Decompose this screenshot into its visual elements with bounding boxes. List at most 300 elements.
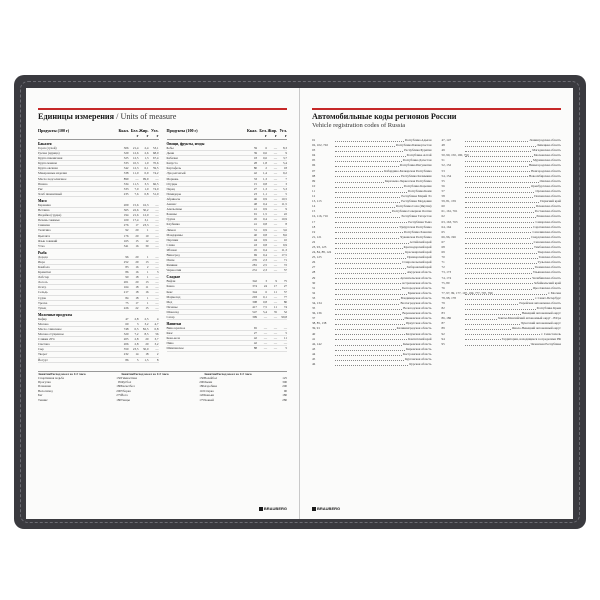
region-name: Республика Коми: [407, 188, 432, 193]
page-title: Автомобильные коды регионов России: [312, 112, 457, 121]
activity-kcal: 120: [199, 393, 204, 398]
dot-leader: [335, 194, 400, 198]
dot-leader: [335, 306, 402, 310]
food-name: Цыплята: [38, 233, 51, 238]
food-value: 2: [156, 352, 159, 357]
food-value: 7,0: [134, 186, 139, 191]
region-name: Забайкальский край: [533, 280, 561, 285]
dot-leader: [335, 347, 405, 351]
food-value: 16: [135, 270, 139, 275]
region-name: Республика Адыгея: [404, 138, 432, 142]
food-value: 47: [125, 316, 129, 321]
dot-leader: [335, 301, 399, 305]
nutrition-column-b: [167, 128, 288, 363]
food-name: Крупа пшеничная: [38, 156, 63, 161]
food-value: 67,4: [152, 156, 159, 161]
food-value: 13: [145, 280, 149, 285]
food-value: 41: [253, 222, 257, 227]
dot-leader: [465, 321, 520, 325]
food-value: 42: [253, 171, 257, 176]
food-value: 1: [146, 228, 149, 233]
title-text: Единицы измерения: [38, 112, 115, 121]
food-value: —: [155, 218, 159, 223]
food-value: 22: [283, 212, 287, 217]
region-name: Белгородская область: [402, 285, 432, 290]
food-value: 56: [155, 332, 159, 337]
activity-kcal: 150: [116, 375, 121, 380]
food-value: 2,8: [134, 337, 139, 342]
food-value: 7: [285, 176, 287, 181]
region-name: Тульская область: [537, 260, 561, 265]
header-kcal: Ккал.: [247, 128, 258, 133]
food-value: 333: [123, 161, 129, 166]
food-name: Бананы: [166, 212, 177, 217]
food-row: [167, 315, 288, 320]
food-value: 96: [125, 254, 129, 259]
region-code: 16, 116, 716: [312, 214, 328, 219]
food-value: 18: [135, 275, 139, 280]
region-code: 48: [441, 143, 445, 148]
food-value: 8: [285, 222, 287, 227]
region-code: 23, 93, 123: [312, 244, 327, 249]
header-fat: Жир. г: [267, 128, 277, 138]
food-value: 11: [145, 285, 149, 290]
region-name: Республика Ингушетия: [399, 163, 432, 168]
food-name: Йогурт: [38, 357, 48, 362]
food-value: 10: [283, 237, 287, 242]
activity-header-kcal: Расход ккал за 1/2 часа: [50, 371, 86, 376]
food-value: 40: [253, 232, 257, 237]
food-name: Ананас: [166, 202, 177, 207]
food-value: 11: [273, 289, 277, 294]
food-value: 164: [123, 285, 129, 290]
food-value: 0,4: [263, 217, 267, 222]
region-name: Тамбовская область: [534, 244, 561, 249]
food-value: 17,5: [281, 252, 287, 257]
region-name: Сахалинская область: [532, 229, 561, 234]
food-name: Персики: [166, 237, 179, 242]
food-value: 18: [135, 290, 139, 295]
activity-kcal: 280: [282, 397, 287, 402]
food-value: 10,9: [281, 217, 287, 222]
food-name: Морковь: [166, 176, 179, 181]
food-value: —: [273, 151, 277, 156]
activity-header-name: Занятие: [38, 371, 51, 376]
food-name: Мармелад: [166, 294, 181, 299]
food-name: Шампанское: [166, 346, 184, 351]
food-value: 308: [252, 299, 257, 304]
activity-kcal: 180: [199, 384, 204, 389]
food-name: Вафли: [166, 279, 176, 284]
food-name: Макаронные изделия: [38, 171, 67, 176]
region-name: Магаданская область: [532, 148, 561, 153]
food-value: 16: [135, 264, 139, 269]
food-name: Сельдь: [38, 290, 48, 295]
food-value: —: [155, 243, 159, 248]
region-code: 26: [312, 260, 316, 265]
food-value: —: [155, 300, 159, 305]
region-name: Приморский край: [407, 255, 432, 260]
food-value: 74,0: [152, 186, 159, 191]
dot-leader: [335, 265, 406, 269]
food-name: Хлеб пшеничный: [38, 191, 62, 196]
region-code: 56: [441, 183, 445, 188]
region-code: 74, 174: [441, 275, 452, 280]
food-value: 6,1: [144, 166, 149, 171]
food-value: —: [273, 232, 277, 237]
region-code: 73, 173: [441, 270, 452, 275]
food-value: 4: [156, 316, 159, 321]
food-name: Лосось: [38, 280, 48, 285]
food-group-title: Сладкое: [166, 275, 181, 280]
region-code: 61, 161, 761: [441, 209, 458, 214]
dot-leader: [465, 296, 535, 300]
region-code: 45: [312, 357, 316, 362]
dot-leader: [335, 311, 401, 315]
food-value: —: [273, 258, 277, 263]
food-value: 20: [135, 254, 139, 259]
food-value: 365: [123, 208, 129, 213]
food-value: 99,9: [142, 176, 149, 181]
food-value: 59: [253, 146, 257, 150]
dot-leader: [465, 301, 519, 305]
food-value: —: [155, 202, 159, 207]
food-value: 20: [145, 342, 149, 347]
dot-leader: [465, 225, 533, 229]
food-value: 11,0: [133, 171, 139, 176]
food-value: —: [273, 242, 277, 247]
region-name: Республика Татарстан: [401, 214, 432, 219]
food-value: 194: [123, 213, 129, 218]
food-value: —: [273, 247, 277, 252]
region-code: 72: [441, 265, 445, 270]
food-value: 17: [273, 284, 277, 289]
region-name: Костромская область: [402, 351, 432, 356]
food-value: 86: [125, 357, 129, 362]
food-value: 1,5: [144, 357, 149, 362]
food-value: —: [273, 207, 277, 212]
activity-name: Бег: [38, 393, 43, 398]
region-name: Кабардино-Балкарская Республика: [384, 168, 432, 173]
food-value: 92: [125, 228, 129, 233]
region-name: Орловская область: [535, 188, 561, 193]
activity-name: Теннис: [38, 397, 48, 402]
food-value: 30: [145, 243, 149, 248]
dot-leader: [335, 230, 403, 234]
region-name: Алтайский край: [409, 239, 432, 244]
region-code: 68: [441, 244, 445, 249]
food-value: 20: [135, 233, 139, 238]
region-code: 02, 102, 702: [312, 143, 328, 148]
food-value: 48: [253, 202, 257, 207]
region-code: 11: [312, 188, 316, 193]
food-name: Дорада: [38, 254, 48, 259]
region-name: Свердловская область: [531, 234, 561, 239]
food-value: 9: [285, 207, 287, 212]
food-value: 344: [252, 289, 257, 294]
food-value: —: [155, 280, 159, 285]
region-name: Новгородская область: [531, 168, 561, 173]
dot-leader: [465, 270, 532, 274]
food-value: 3: [136, 321, 139, 326]
food-value: 3,7: [283, 156, 287, 161]
region-name: Республика Башкортостан: [395, 143, 432, 148]
food-name: Горох (сухой): [38, 146, 57, 150]
dot-leader: [335, 316, 404, 320]
food-value: 77: [283, 294, 287, 299]
activity-column: [204, 372, 287, 402]
region-name: Псковская область: [535, 204, 561, 209]
dot-leader: [335, 153, 406, 157]
food-value: 30,0: [142, 347, 149, 352]
activity-name: Стирка: [204, 388, 214, 393]
food-value: 3,1: [144, 218, 149, 223]
region-code: 19: [312, 229, 316, 234]
food-value: 10: [145, 233, 149, 238]
header-protein: Бел. г: [259, 128, 267, 138]
food-name: Масло сливочное: [38, 327, 62, 331]
region-code: 43: [312, 346, 316, 351]
region-name: Ставропольский край: [402, 260, 432, 265]
dot-leader: [465, 306, 536, 310]
region-name: г. Москва: [548, 290, 561, 295]
region-code: 32: [312, 290, 316, 295]
region-name: Воронежская область: [402, 311, 432, 316]
food-value: 2: [265, 166, 267, 171]
food-value: —: [273, 299, 277, 304]
region-name: Владимирская область: [400, 295, 432, 300]
dot-leader: [335, 281, 401, 285]
region-name: Республика Саха (Якутия): [395, 204, 432, 209]
food-value: 5: [285, 191, 287, 196]
food-value: 5,4: [283, 161, 287, 166]
food-value: 2,3: [263, 258, 267, 263]
food-value: 342: [252, 279, 257, 284]
region-code: 44: [312, 351, 316, 356]
activity-kcal: 95: [117, 380, 121, 385]
food-value: 748: [123, 327, 129, 331]
food-value: 46: [253, 196, 257, 201]
region-code: 70: [441, 255, 445, 260]
food-value: 1: [146, 270, 149, 275]
activity-name: Плавание: [38, 384, 52, 389]
region-name: Карачаево-Черкесская Республика: [384, 178, 432, 183]
food-value: 5,4: [263, 309, 267, 314]
food-value: —: [155, 275, 159, 280]
region-code: 49: [441, 148, 445, 153]
food-value: 8,5: [144, 332, 149, 337]
food-value: 16: [145, 290, 149, 295]
dot-leader: [335, 357, 404, 361]
region-name: Ростовская область: [534, 209, 561, 214]
region-name: Московская область: [533, 153, 561, 158]
food-value: 80: [253, 166, 257, 171]
food-value: 33: [253, 176, 257, 181]
dot-leader: [465, 204, 535, 208]
food-name: Мед: [166, 299, 173, 304]
food-value: 71: [283, 258, 287, 263]
food-value: —: [273, 161, 277, 166]
food-value: —: [273, 326, 277, 331]
region-name: Республика Алтай: [406, 153, 432, 158]
region-code: 18: [312, 224, 316, 229]
food-group-title: Овощи, фрукты, ягоды: [166, 142, 205, 146]
food-value: 75: [283, 279, 287, 284]
food-value: 0,8: [263, 181, 267, 186]
food-name: Утка: [38, 243, 45, 248]
dot-leader: [465, 169, 531, 173]
region-name: Ярославская область: [532, 285, 561, 290]
food-name: Картофель: [166, 166, 182, 171]
food-value: —: [155, 295, 159, 300]
food-name: Финики: [166, 263, 178, 268]
region-name: Республика Крым: [536, 306, 561, 311]
header-kcal: Ккал.: [118, 128, 129, 133]
activity-kcal: 90: [283, 388, 287, 393]
food-row: [38, 358, 159, 363]
activity-name: Уборка: [121, 388, 131, 393]
food-value: 44: [253, 237, 257, 242]
food-value: —: [155, 264, 159, 269]
dot-leader: [465, 199, 540, 203]
region-name: Краснодарский край: [403, 244, 432, 249]
food-value: 325: [123, 156, 129, 161]
activity-column: [38, 372, 121, 402]
region-code: 39, 91: [312, 326, 320, 331]
food-value: 3,6: [283, 227, 287, 232]
food-value: 15: [253, 181, 257, 186]
region-code: 67: [441, 239, 445, 244]
dot-leader: [465, 245, 534, 249]
food-value: 0,8: [263, 242, 267, 247]
food-value: 0,8: [263, 222, 267, 227]
food-value: —: [273, 341, 277, 346]
food-value: 3,2: [144, 321, 149, 326]
region-code: 62: [441, 214, 445, 219]
activity-kcal: 200: [199, 380, 204, 385]
food-value: 70,6: [152, 161, 159, 166]
food-name: Осетр: [38, 285, 47, 290]
region-code: 52, 152: [441, 163, 452, 168]
food-value: 209: [123, 202, 129, 207]
food-value: 1,3: [144, 156, 149, 161]
activity-kcal: 180: [282, 393, 287, 398]
food-value: 338: [123, 171, 129, 176]
food-name: Яблоки: [166, 247, 177, 252]
activity-kcal: 175: [199, 397, 204, 402]
food-value: 42: [253, 341, 257, 346]
food-name: Помидоры: [166, 191, 182, 196]
food-value: 0,6: [263, 151, 267, 156]
food-value: 231: [252, 268, 257, 273]
food-name: Рис: [38, 186, 43, 191]
dot-leader: [335, 143, 395, 147]
food-value: —: [263, 331, 267, 336]
region-name: Ульяновская область: [532, 270, 561, 275]
activity-row: [204, 398, 287, 402]
dot-leader: [335, 342, 402, 346]
food-value: 1: [146, 300, 149, 305]
food-name: Лимон: [166, 227, 176, 232]
food-value: —: [273, 186, 277, 191]
food-value: —: [273, 156, 277, 161]
region-code: 04: [312, 153, 316, 158]
header-product: Продукты (100 г): [38, 128, 70, 133]
dot-leader: [465, 194, 534, 198]
food-value: 45: [253, 247, 257, 252]
food-value: 51,0: [152, 191, 159, 196]
food-row: [38, 192, 159, 197]
region-code: 54, 154: [441, 173, 452, 178]
dot-leader: [465, 276, 532, 280]
food-name: Клубника: [166, 222, 180, 227]
food-name: Квас: [166, 331, 173, 336]
food-value: 2,5: [263, 263, 267, 268]
food-value: —: [155, 223, 159, 228]
food-value: —: [273, 176, 277, 181]
food-value: 13: [145, 259, 149, 264]
region-code: 76: [441, 285, 445, 290]
food-value: 206: [123, 342, 129, 347]
region-code: 86, 186: [441, 316, 452, 321]
region-code: 37: [312, 316, 316, 321]
food-name: Молоко: [38, 321, 49, 326]
food-value: 11,5: [281, 202, 287, 207]
food-value: 0,8: [144, 191, 149, 196]
food-value: 11,3: [281, 247, 287, 252]
region-code: 65: [441, 229, 445, 234]
food-name: Кока-кола: [166, 336, 180, 341]
header-product: Продукты (100 г): [166, 128, 198, 133]
region-code: 31: [312, 285, 316, 290]
food-value: 333: [123, 186, 129, 191]
header-carbs: Угл. г: [151, 128, 159, 138]
region-name: Республика Карелия: [403, 183, 432, 188]
activity-name: Лыжи: [204, 380, 213, 385]
region-code: 75, 80: [441, 280, 450, 285]
dot-leader: [465, 332, 541, 336]
food-name: Огурцы: [166, 181, 178, 186]
food-value: 91: [253, 212, 257, 217]
food-value: 3: [285, 181, 287, 186]
food-value: 23: [253, 191, 257, 196]
food-value: 3,2: [154, 342, 159, 347]
food-name: Индейка (грудка): [38, 213, 62, 218]
region-name: Омская область: [539, 178, 561, 183]
dot-leader: [465, 148, 532, 152]
food-value: 11: [283, 336, 287, 341]
food-value: 0,6: [263, 156, 267, 161]
food-value: 232: [123, 352, 129, 357]
dot-leader: [465, 235, 531, 239]
dot-leader: [465, 240, 533, 244]
brand-mark-icon: [312, 507, 316, 511]
region-code: 35: [312, 306, 316, 311]
food-value: 3: [265, 279, 267, 284]
region-code: 33: [312, 295, 316, 300]
dot-leader: [335, 332, 405, 336]
food-value: —: [155, 213, 159, 218]
food-value: 329: [123, 151, 129, 156]
region-name: Чукотский автономный округ: [520, 321, 561, 326]
food-value: 5: [285, 346, 287, 351]
region-name: Республика Бурятия: [404, 148, 432, 153]
food-value: —: [263, 315, 267, 319]
region-code: 94: [441, 336, 445, 341]
food-value: 41: [253, 207, 257, 212]
region-row: [312, 362, 432, 367]
region-name: Ямало-Ненецкий автономный округ: [511, 326, 561, 331]
